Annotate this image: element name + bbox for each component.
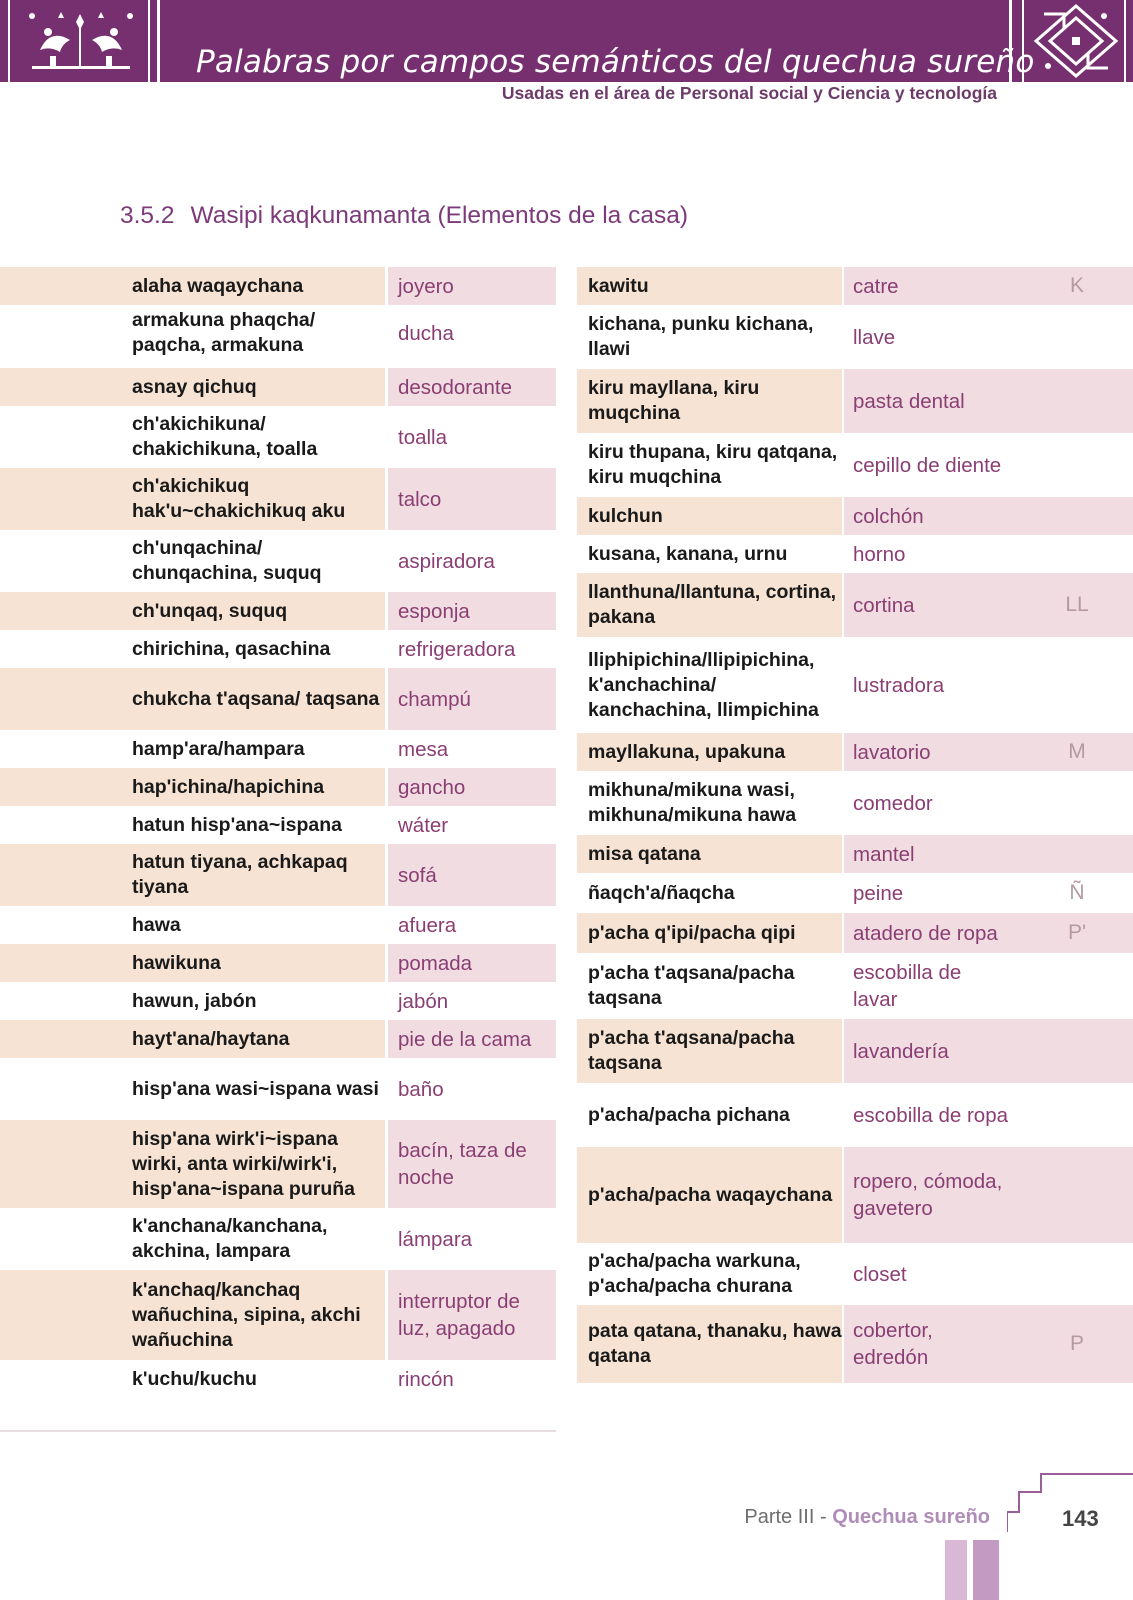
quechua-term: hawa: [132, 913, 181, 936]
table-row: [577, 873, 1133, 913]
table-row: [0, 592, 556, 630]
quechua-term: p'acha/pacha pichana: [588, 1103, 790, 1126]
quechua-term: kusana, kanana, urnu: [588, 542, 788, 565]
spanish-translation: rincón: [398, 1367, 454, 1391]
index-letter: Ñ: [1069, 881, 1085, 904]
footer-bar-light: [945, 1540, 967, 1600]
vocabulary-table-right: [577, 0, 1133, 1440]
quechua-term: ch'akichikuna/ chakichikuna, toalla: [132, 413, 318, 460]
table-row: [0, 368, 556, 406]
spanish-translation: pomada: [388, 944, 556, 982]
table-row: [0, 806, 556, 844]
spanish-translation: baño: [398, 1077, 444, 1101]
table-row: [577, 835, 1133, 873]
table-row: [577, 637, 1133, 733]
vocabulary-table-left: [0, 0, 556, 1440]
spanish-translation: pasta dental: [844, 369, 1010, 433]
header-title: Palabras por campos semánticos del quechua sureño: [196, 44, 1035, 80]
table-row: [577, 1019, 1133, 1083]
table-row: [577, 573, 1133, 637]
index-letter: K: [1010, 267, 1133, 305]
table-row: [0, 944, 556, 982]
footer-bar-dark: [973, 1540, 999, 1600]
quechua-term: llanthuna/llantuna, cortina, pakana: [577, 573, 842, 637]
spanish-translation: toalla: [398, 425, 448, 449]
index-letter: [1010, 1147, 1133, 1243]
quechua-term: kawitu: [577, 267, 842, 305]
quechua-term: ch'unqaq, suquq: [118, 592, 385, 630]
index-letter: [1010, 1243, 1133, 1305]
table-row: [577, 733, 1133, 771]
spanish-translation: escobilla de ropa: [853, 1103, 1008, 1127]
quechua-term: alaha waqaychana: [118, 267, 385, 305]
index-letter: [1010, 535, 1133, 573]
spanish-translation: talco: [388, 468, 556, 530]
spanish-translation: afuera: [398, 913, 457, 937]
quechua-term: kiru thupana, kiru qatqana, kiru muqchina: [588, 441, 838, 488]
spanish-translation: escobilla de lavar: [853, 961, 962, 1011]
spanish-translation: cortina: [844, 573, 1010, 637]
index-letter: P': [1010, 913, 1133, 953]
spanish-translation: lavandería: [844, 1019, 1010, 1083]
spanish-translation: esponja: [388, 592, 556, 630]
quechua-term: hisp'ana wasi~ispana wasi: [132, 1077, 379, 1100]
table-row: [0, 1360, 556, 1398]
quechua-term: ñaqch'a/ñaqcha: [588, 881, 735, 904]
header-subtitle: Usadas en el área de Personal social y Ciencia y tecnología: [501, 83, 997, 103]
table-row: [577, 953, 1133, 1019]
page-number: 143: [1062, 1506, 1099, 1531]
table-row: [577, 497, 1133, 535]
table-row: [0, 768, 556, 806]
spanish-translation: joyero: [388, 267, 556, 305]
quechua-term: misa qatana: [577, 835, 842, 873]
table-bottom-rule: [0, 1430, 556, 1432]
quechua-term: hawikuna: [118, 944, 385, 982]
index-letter: [1010, 637, 1133, 733]
table-row: [0, 668, 556, 730]
index-letter: [1010, 369, 1133, 433]
table-row: [577, 1243, 1133, 1305]
quechua-term: hayt'ana/haytana: [118, 1020, 385, 1058]
table-row: [0, 844, 556, 906]
index-letter: [1010, 1083, 1133, 1147]
spanish-translation: atadero de ropa: [844, 913, 1010, 953]
index-letter: [1010, 953, 1133, 1019]
table-row: [0, 267, 556, 305]
table-row: [577, 433, 1133, 497]
quechua-term: chirichina, qasachina: [132, 637, 331, 660]
quechua-term: chukcha t'aqsana/ taqsana: [118, 668, 385, 730]
footer-part-name: Quechua sureño: [832, 1506, 990, 1528]
spanish-translation: closet: [853, 1262, 907, 1286]
spanish-translation: desodorante: [388, 368, 556, 406]
spanish-translation: aspiradora: [398, 549, 495, 573]
quechua-term: ch'akichikuq hak'u~chakichikuq aku: [118, 468, 385, 530]
quechua-term: lliphipichina/llipipichina, k'anchachina/ kanchachina, llimpichina: [588, 648, 819, 721]
table-row: [0, 1120, 556, 1208]
table-row: [0, 982, 556, 1020]
quechua-term: mayllakuna, upakuna: [577, 733, 842, 771]
quechua-term: k'anchana/kanchana, akchina, lampara: [132, 1215, 328, 1262]
quechua-term: p'acha t'aqsana/pacha taqsana: [588, 962, 795, 1009]
spanish-translation: wáter: [398, 813, 449, 837]
index-letter: [1010, 305, 1133, 369]
table-row: [0, 1270, 556, 1360]
quechua-term: armakuna phaqcha/ paqcha, armakuna: [132, 309, 316, 356]
quechua-term: mikhuna/mikuna wasi, mikhuna/mikuna hawa: [588, 779, 797, 826]
table-row: [0, 1058, 556, 1120]
spanish-translation: colchón: [844, 497, 1010, 535]
spanish-translation: cobertor, edredón: [844, 1305, 1010, 1383]
table-row: [577, 535, 1133, 573]
quechua-term: hatun tiyana, achkapaq tiyana: [118, 844, 385, 906]
section-number: 3.5.2: [120, 202, 175, 229]
quechua-term: ch'unqachina/ chunqachina, suquq: [132, 537, 322, 584]
spanish-translation: mesa: [398, 737, 449, 761]
index-letter: M: [1010, 733, 1133, 771]
footer-part-label: [744, 1506, 990, 1529]
spanish-translation: catre: [844, 267, 1010, 305]
table-row: [0, 1208, 556, 1270]
table-row: [577, 771, 1133, 835]
quechua-term: kulchun: [577, 497, 842, 535]
spanish-translation: peine: [853, 881, 904, 905]
footer-part: Parte III -: [744, 1506, 833, 1528]
table-row: [577, 369, 1133, 433]
quechua-term: pata qatana, thanaku, hawa qatana: [577, 1305, 842, 1383]
index-letter: [1010, 835, 1133, 873]
index-letter: [1010, 433, 1133, 497]
spanish-translation: refrigeradora: [398, 637, 516, 661]
index-letter: [1010, 497, 1133, 535]
spanish-translation: comedor: [853, 791, 933, 815]
section-title: Wasipi kaqkunamanta (Elementos de la casa): [190, 202, 689, 229]
index-letter: [1010, 1019, 1133, 1083]
spanish-translation: gancho: [388, 768, 556, 806]
spanish-translation: lustradora: [853, 673, 945, 697]
spanish-translation: mantel: [844, 835, 1010, 873]
spanish-translation: interruptor de luz, apagado: [388, 1270, 556, 1360]
quechua-term: kichana, punku kichana, llawi: [588, 313, 814, 360]
spanish-translation: lámpara: [398, 1227, 473, 1251]
table-row: [0, 305, 556, 361]
table-row: [577, 1147, 1133, 1243]
spanish-translation: pie de la cama: [388, 1020, 556, 1058]
table-row: [0, 630, 556, 668]
index-letter: LL: [1010, 573, 1133, 637]
table-row: [0, 730, 556, 768]
table-row: [577, 1305, 1133, 1383]
table-row: [577, 267, 1133, 305]
quechua-term: p'acha q'ipi/pacha qipi: [577, 913, 842, 953]
table-row: [577, 913, 1133, 953]
quechua-term: hisp'ana wirk'i~ispana wirki, anta wirki/wirk'i, hisp'ana~ispana puruña: [118, 1120, 385, 1208]
table-row: [0, 906, 556, 944]
spanish-translation: ducha: [398, 321, 454, 345]
quechua-term: p'acha/pacha warkuna, p'acha/pacha churana: [588, 1250, 801, 1297]
quechua-term: asnay qichuq: [118, 368, 385, 406]
spanish-translation: bacín, taza de noche: [388, 1120, 556, 1208]
quechua-term: p'acha t'aqsana/pacha taqsana: [577, 1019, 842, 1083]
index-letter: [1010, 771, 1133, 835]
index-letter: P: [1010, 1305, 1133, 1383]
quechua-term: k'uchu/kuchu: [132, 1367, 257, 1390]
table-row: [577, 1083, 1133, 1147]
quechua-term: hamp'ara/hampara: [132, 737, 305, 760]
table-row: [577, 305, 1133, 369]
table-row: [0, 406, 556, 468]
spanish-translation: llave: [853, 325, 896, 349]
quechua-term: hap'ichina/hapichina: [118, 768, 385, 806]
quechua-term: hawun, jabón: [132, 989, 257, 1012]
spanish-translation: champú: [388, 668, 556, 730]
table-row: [0, 468, 556, 530]
quechua-term: kiru mayllana, kiru muqchina: [577, 369, 842, 433]
spanish-translation: horno: [853, 542, 906, 566]
table-row: [0, 530, 556, 592]
spanish-translation: cepillo de diente: [853, 453, 1002, 477]
quechua-term: hatun hisp'ana~ispana: [132, 813, 342, 836]
spanish-translation: ropero, cómoda, gavetero: [844, 1147, 1010, 1243]
spanish-translation: sofá: [388, 844, 556, 906]
quechua-term: k'anchaq/kanchaq wañuchina, sipina, akchi wañuchina: [118, 1270, 385, 1360]
spanish-translation: lavatorio: [844, 733, 1010, 771]
table-row: [0, 1020, 556, 1058]
quechua-term: p'acha/pacha waqaychana: [577, 1147, 842, 1243]
spanish-translation: jabón: [398, 989, 449, 1013]
